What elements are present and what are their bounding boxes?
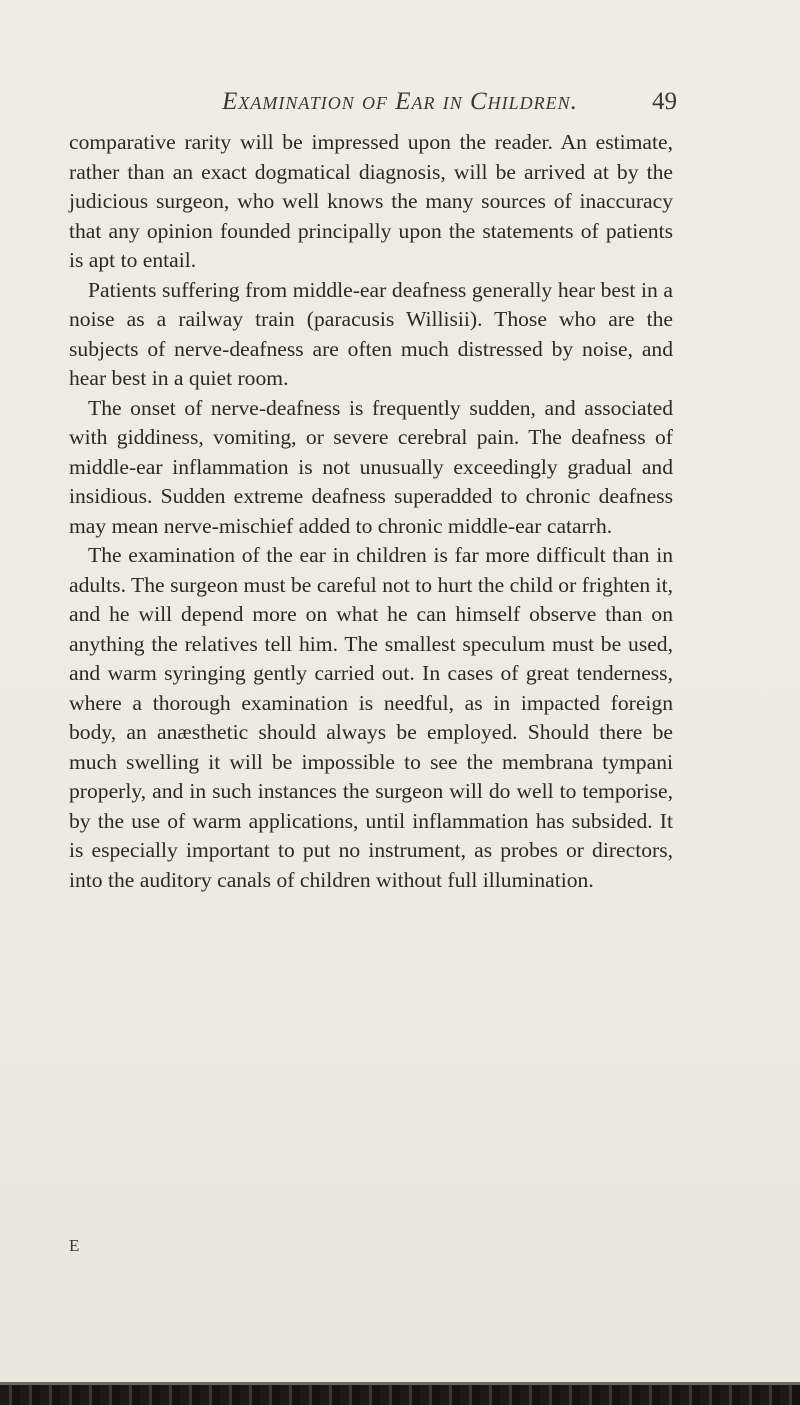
page-bottom-edge (0, 1385, 800, 1405)
paragraph-onset: The onset of nerve-deafness is frequently sudden, and associated with giddiness, vomiting, or severe cerebral pain. The deafness of middle-ear inflammation is not unusually exceedingly gradual and insidious. Sudden extreme deafness superadded to chronic deafness may mean nerve-mischief added to chronic middle-ear catarrh. (69, 395, 673, 538)
paragraph-continuation: comparative rarity will be impressed upon the reader. An estimate, rather than an exact dogmatical diagnosis, will be arrived at by the judicious surgeon, who well knows the many sources of inaccuracy that any opinion founded principally upon the statements of patients is apt to entail. (69, 130, 673, 272)
body-text (69, 128, 673, 895)
running-head: Examination of Ear in Children. (222, 88, 578, 115)
signature-mark: E (69, 1236, 80, 1255)
page-number: 49 (652, 88, 677, 115)
paragraph-children-examination: The examination of the ear in children is far more difficult than in adults. The surgeon must be careful not to hurt the child or frighten it, and he will depend more on what he can himself observe than on anything the relatives tell him. The smallest speculum must be used, and warm syringing gently carried out. In cases of great tenderness, where a thorough examination is needful, as in impacted foreign body, an anæsthetic should always be employed. Should there be much swelling it will be impossible to see the membrana tympani properly, and in such instances the surgeon will do well to temporise, by the use of warm applications, until inflammation has subsided. It is especially important to put no instrument, as probes or directors, into the auditory canals of children without full illumination. (69, 543, 673, 892)
paragraph-paracusis: Patients suffering from middle-ear deafness generally hear best in a noise as a railway train (paracusis Willisii). Those who are the subjects of nerve-deafness are often much distressed by noise, and hear best in a quiet room. (69, 277, 673, 390)
